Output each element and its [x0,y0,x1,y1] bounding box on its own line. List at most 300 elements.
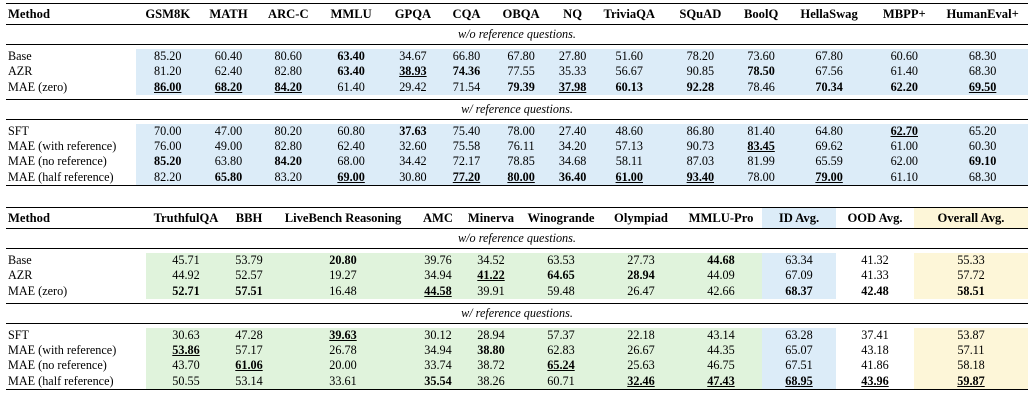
score-cell [146,253,226,268]
results-table-out-of-domain [6,207,1028,390]
table-row [6,284,1028,299]
score-value: 67.51 [785,358,813,373]
score-value: 34.52 [477,253,505,267]
col-header: GPQA [383,4,443,25]
score-cell [136,139,200,154]
score-cell [602,358,680,373]
score-value: 85.20 [154,154,182,169]
score-value: 69.50 [968,79,997,94]
score-cell [383,64,443,79]
score-value: 80.20 [274,123,302,138]
score-cell [787,64,871,79]
method-name: MAE (with reference) [6,139,136,154]
score-cell [272,343,414,358]
score-value: 39.91 [477,283,505,298]
score-value: 57.37 [547,327,575,342]
score-value: 63.53 [547,253,575,267]
score-value: 20.80 [329,253,357,267]
score-value: 41.32 [861,253,889,267]
col-header: MBPP+ [871,4,937,25]
score-value: 47.00 [214,123,243,138]
score-cell [462,284,520,299]
score-cell [680,374,762,390]
score-value: 61.00 [890,139,918,154]
score-value: 61.00 [615,169,643,184]
score-cell [146,284,226,299]
score-cell [552,139,593,154]
score-value: 57.13 [615,139,643,154]
score-cell [520,268,602,283]
score-cell [462,374,520,390]
score-cell [146,358,226,373]
score-value: 55.33 [957,253,985,267]
score-cell [443,64,490,79]
score-cell [383,80,443,95]
score-value: 19.27 [329,268,357,283]
score-value: 38.80 [477,343,505,358]
score-cell [735,139,787,154]
score-value: 35.54 [424,373,452,388]
score-value: 63.28 [785,327,813,342]
score-value: 76.00 [154,139,182,154]
score-value: 59.48 [547,283,575,298]
score-value: 83.45 [747,139,775,154]
score-value: 81.40 [747,123,775,138]
score-value: 37.98 [558,79,587,94]
score-value: 41.86 [861,358,889,373]
score-value: 39.63 [329,327,357,342]
score-cell [602,253,680,268]
score-value: 78.00 [507,123,535,138]
col-header: SQuAD [665,4,735,25]
score-value: 68.95 [785,373,813,388]
col-header: CQA [443,4,490,25]
score-value: 77.20 [452,169,481,184]
score-cell [462,328,520,343]
score-cell [319,154,383,169]
score-cell [226,268,272,283]
score-cell [937,170,1028,186]
score-cell [871,124,937,139]
score-cell [914,328,1028,343]
score-cell [200,154,258,169]
score-value: 78.85 [507,154,535,169]
score-cell [836,284,914,299]
score-value: 53.86 [172,343,200,358]
score-cell [414,328,462,343]
score-value: 44.58 [424,283,452,298]
score-value: 58.18 [957,358,985,373]
score-value: 34.68 [558,154,587,169]
score-cell [462,358,520,373]
score-cell [552,49,593,64]
results-table-in-domain [6,3,1028,186]
method-header: Method [6,4,136,25]
score-value: 62.20 [890,79,918,94]
table1-header-row [6,4,1028,25]
score-value: 65.20 [968,123,997,138]
score-cell [319,124,383,139]
score-value: 30.63 [172,327,200,342]
score-cell [602,328,680,343]
score-value: 57.51 [235,283,263,298]
score-cell [937,124,1028,139]
score-value: 70.34 [815,79,843,94]
score-cell [680,268,762,283]
score-value: 81.20 [154,64,182,79]
score-value: 27.73 [627,253,655,267]
score-cell [914,343,1028,358]
score-cell [937,80,1028,95]
score-value: 78.46 [747,79,775,94]
score-value: 41.22 [477,268,505,283]
score-cell [520,328,602,343]
score-value: 62.00 [890,154,918,169]
score-cell [226,343,272,358]
method-header: Method [6,208,146,229]
score-value: 87.03 [686,154,715,169]
score-cell [871,64,937,79]
col-header: ID Avg. [762,208,836,229]
score-cell [937,154,1028,169]
score-cell [665,80,735,95]
score-cell [680,358,762,373]
score-cell [520,253,602,268]
score-cell [552,64,593,79]
score-cell [226,253,272,268]
score-cell [735,64,787,79]
score-cell [787,139,871,154]
score-cell [593,64,665,79]
score-value: 63.40 [337,64,365,79]
method-name: MAE (no reference) [6,358,146,373]
score-value: 29.42 [399,79,427,94]
score-value: 93.40 [686,169,715,184]
score-cell [937,64,1028,79]
score-cell [490,170,552,186]
score-value: 60.80 [337,123,365,138]
score-cell [593,170,665,186]
score-cell [680,284,762,299]
score-value: 26.47 [627,283,655,298]
score-value: 60.30 [968,139,997,154]
score-cell [665,124,735,139]
score-cell [762,268,836,283]
score-value: 68.00 [337,154,365,169]
score-cell [136,64,200,79]
score-cell [226,328,272,343]
score-value: 84.20 [274,79,302,94]
score-value: 53.79 [235,253,263,267]
score-cell [136,80,200,95]
score-value: 62.40 [337,139,365,154]
col-header: NQ [552,4,593,25]
col-header: OOD Avg. [836,208,914,229]
score-cell [200,80,258,95]
score-value: 77.55 [507,64,535,79]
score-cell [383,124,443,139]
col-header: BoolQ [735,4,787,25]
score-cell [443,124,490,139]
score-value: 82.80 [274,64,302,79]
score-cell [414,358,462,373]
score-cell [520,284,602,299]
score-value: 80.00 [507,169,535,184]
score-cell [272,268,414,283]
score-cell [836,253,914,268]
score-value: 63.40 [337,49,365,63]
score-value: 28.94 [477,327,505,342]
score-value: 52.71 [172,283,200,298]
score-cell [136,49,200,64]
table-row [6,374,1028,390]
score-cell [272,284,414,299]
score-cell [735,49,787,64]
score-cell [602,268,680,283]
score-value: 64.80 [815,123,843,138]
score-value: 90.73 [686,139,715,154]
score-value: 26.78 [329,343,357,358]
col-header: Minerva [462,208,520,229]
col-header: Winogrande [520,208,602,229]
score-cell [520,343,602,358]
score-value: 67.80 [815,49,843,63]
score-value: 38.26 [477,373,505,388]
score-cell [443,154,490,169]
score-cell [200,64,258,79]
score-value: 67.80 [507,49,535,63]
score-cell [462,343,520,358]
score-value: 41.33 [861,268,889,283]
score-cell [443,49,490,64]
score-cell [680,343,762,358]
table-row [6,139,1028,154]
table-row [6,328,1028,343]
score-value: 80.60 [274,49,302,63]
score-value: 43.70 [172,358,200,373]
score-cell [871,80,937,95]
score-value: 44.09 [707,268,735,283]
score-value: 69.00 [337,169,365,184]
score-value: 44.68 [707,253,735,267]
score-value: 82.80 [274,139,302,154]
score-value: 38.72 [477,358,505,373]
score-value: 37.41 [861,327,889,342]
score-cell [937,49,1028,64]
score-value: 60.13 [615,79,643,94]
score-value: 57.17 [235,343,263,358]
score-cell [257,49,319,64]
score-cell [762,343,836,358]
score-value: 22.18 [627,327,655,342]
score-value: 53.87 [957,327,985,342]
method-name: SFT [6,328,146,343]
score-cell [257,64,319,79]
score-cell [200,49,258,64]
score-cell [735,154,787,169]
table-row [6,343,1028,358]
score-value: 43.18 [861,343,889,358]
table-row [6,124,1028,139]
method-name: MAE (zero) [6,80,136,95]
score-cell [914,374,1028,390]
score-cell [762,374,836,390]
score-value: 81.99 [747,154,775,169]
score-cell [680,328,762,343]
score-value: 43.96 [861,373,889,388]
score-value: 78.20 [686,49,715,63]
score-value: 57.11 [957,343,985,358]
score-value: 53.14 [235,373,263,388]
score-value: 75.58 [452,139,481,154]
score-value: 47.28 [235,327,263,342]
table-row [6,64,1028,79]
score-cell [272,253,414,268]
score-cell [871,49,937,64]
score-value: 39.76 [424,253,452,267]
score-value: 32.46 [627,373,655,388]
method-name: Base [6,253,146,268]
score-cell [462,253,520,268]
score-cell [735,124,787,139]
score-value: 26.67 [627,343,655,358]
score-cell [552,170,593,186]
score-cell [914,284,1028,299]
table-row [6,80,1028,95]
score-cell [414,343,462,358]
score-cell [836,328,914,343]
score-cell [146,328,226,343]
section-label: w/ reference questions. [6,99,1028,119]
score-value: 56.67 [615,64,643,79]
method-name: MAE (with reference) [6,343,146,358]
score-cell [602,374,680,390]
method-name: AZR [6,268,146,283]
score-value: 78.00 [747,169,775,184]
score-value: 61.40 [337,79,365,94]
score-value: 61.10 [890,169,918,184]
score-cell [787,80,871,95]
score-cell [272,358,414,373]
score-cell [490,139,552,154]
score-value: 85.20 [154,49,182,63]
score-value: 73.60 [747,49,775,63]
score-value: 68.20 [214,79,243,94]
score-value: 50.55 [172,373,200,388]
score-cell [871,170,937,186]
score-value: 86.80 [686,123,715,138]
score-cell [490,80,552,95]
score-value: 30.12 [424,327,452,342]
col-header: TriviaQA [593,4,665,25]
score-cell [602,343,680,358]
score-value: 83.20 [274,169,302,184]
score-value: 37.63 [399,123,427,138]
score-value: 48.60 [615,123,643,138]
score-value: 70.00 [154,123,182,138]
score-cell [319,64,383,79]
table-row [6,253,1028,268]
score-value: 34.94 [424,343,452,358]
score-cell [914,358,1028,373]
table-row [6,154,1028,169]
score-value: 20.00 [329,358,357,373]
table-row [6,170,1028,186]
method-name: Base [6,49,136,64]
score-value: 58.11 [615,154,643,169]
score-value: 61.40 [890,64,918,79]
score-cell [257,80,319,95]
score-cell [146,268,226,283]
score-value: 58.51 [957,283,985,298]
score-cell [383,170,443,186]
score-cell [762,284,836,299]
col-header: MMLU-Pro [680,208,762,229]
score-cell [414,374,462,390]
score-cell [665,139,735,154]
score-value: 32.60 [399,139,427,154]
col-header: BBH [226,208,272,229]
col-header: TruthfulQA [146,208,226,229]
score-cell [490,49,552,64]
col-header: HellaSwag [787,4,871,25]
score-cell [319,80,383,95]
score-cell [593,154,665,169]
score-value: 86.00 [154,79,182,94]
score-cell [680,253,762,268]
score-cell [257,124,319,139]
score-cell [200,139,258,154]
col-header: MATH [200,4,258,25]
score-value: 34.42 [399,154,427,169]
section-label: w/o reference questions. [6,25,1028,45]
score-cell [787,124,871,139]
score-value: 52.57 [235,268,263,283]
score-value: 65.80 [214,169,243,184]
score-value: 64.65 [547,268,575,283]
score-cell [665,170,735,186]
score-cell [914,268,1028,283]
score-value: 35.33 [558,64,587,79]
score-cell [226,358,272,373]
col-header: LiveBench Reasoning [272,208,414,229]
score-value: 79.39 [507,79,535,94]
score-value: 68.30 [968,49,997,63]
score-cell [490,64,552,79]
score-cell [136,154,200,169]
score-cell [735,170,787,186]
score-cell [226,284,272,299]
col-header: OBQA [490,4,552,25]
col-header: HumanEval+ [937,4,1028,25]
score-cell [146,374,226,390]
score-value: 33.74 [424,358,452,373]
col-header: AMC [414,208,462,229]
score-cell [443,139,490,154]
score-value: 65.24 [547,358,575,373]
score-value: 69.10 [968,154,997,169]
score-value: 79.00 [815,169,843,184]
score-cell [414,268,462,283]
score-cell [787,49,871,64]
score-cell [787,154,871,169]
score-cell [443,170,490,186]
score-value: 38.93 [399,64,427,79]
score-value: 45.71 [172,253,200,267]
score-cell [257,139,319,154]
score-cell [146,343,226,358]
method-name: MAE (half reference) [6,374,146,390]
